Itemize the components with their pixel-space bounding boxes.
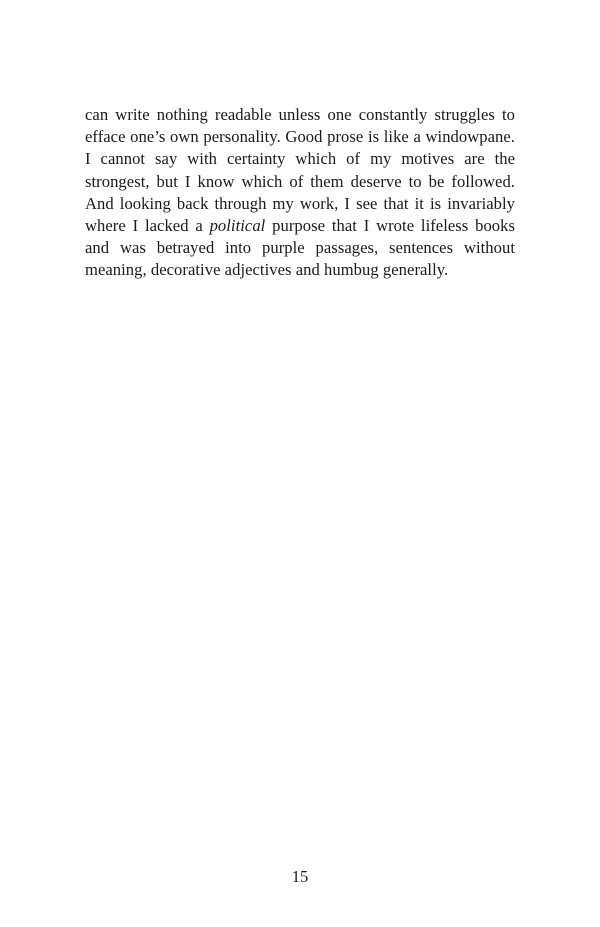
paragraph-text-end: purpose that I wrote lifeless books and was betrayed into purple passages, sentences without meaning, decorative adjectives and humbug generally.	[85, 216, 515, 280]
italic-word: political	[209, 216, 266, 236]
page-number: 15	[291, 867, 309, 886]
paragraph-text-start: can write nothing readable unless one constantly struggles to efface one’s own personality. Good prose is like a windowpane. I cannot say with certainty which of my motives are the strongest, but I know which of them deserve to be followed. And looking back through my work, I see that it is invariably where I lacked a	[85, 105, 515, 236]
body-paragraph	[85, 104, 515, 282]
